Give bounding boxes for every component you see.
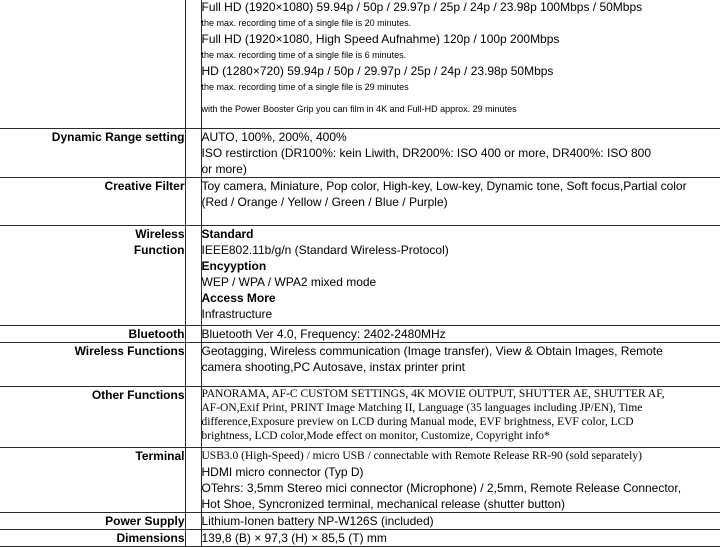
video-line: Full HD (1920×1080) 59.94p / 50p / 29.97p / 25p / 24p / 23.98p 100Mbps / 50Mbps	[202, 0, 720, 15]
spec-row-dimensions	[0, 530, 720, 547]
spec-label: Power Supply	[0, 513, 185, 530]
spec-value: 139,8 (B) × 97,3 (H) × 85,5 (T) mm	[201, 530, 720, 547]
video-note: the max. recording time of a single file is 20 minutes.	[202, 15, 720, 31]
spec-value-video	[201, 0, 720, 129]
spec-value: Toy camera, Miniature, Pop color, High-key, Low-key, Dynamic tone, Soft focus,Partial color (Red / Orange / Yellow / Green / Blue / Purple)	[201, 178, 720, 226]
video-note: with the Power Booster Grip you can film in 4K and Full-HD approx. 29 minutes	[202, 101, 720, 117]
spec-value: AUTO, 100%, 200%, 400% ISO restirction (DR100%: kein Liwith, DR200%: ISO 400 or more, DR400%: ISO 800 or more)	[201, 129, 720, 178]
spec-label: Other Functions	[0, 387, 185, 448]
spec-row-power-supply	[0, 513, 720, 530]
spec-value: USB3.0 (High-Speed) / micro USB / connectable with Remote Release RR-90 (sold separately) HDMI micro connector (Typ D) OTehrs: 3,5mm Stereo mici connector (Microphone) / 2,5mm, Remote Release Connector, Hot Shoe, Syncronized terminal, mechanical release (shutter button)	[201, 448, 720, 513]
spec-row-other-functions	[0, 387, 720, 448]
video-note: the max. recording time of a single file is 29 minutes	[202, 79, 720, 95]
spec-value: Standard IEEE802.11b/g/n (Standard Wireless-Protocol) Encyyption WEP / WPA / WPA2 mixed mode Access More Infrastructure	[201, 226, 720, 326]
spec-label-wireless: Wireless Function	[0, 226, 185, 326]
video-line: Full HD (1920×1080, High Speed Aufnahme) 120p / 100p 200Mbps	[202, 31, 720, 47]
spec-value: Lithium-Ionen battery NP-W126S (included)	[201, 513, 720, 530]
spec-label: Creative Filter	[0, 178, 185, 226]
spec-row-wireless-functions	[0, 343, 720, 387]
spec-row-creative-filter	[0, 178, 720, 226]
spec-row-video	[0, 0, 720, 129]
subheading: Encyyption	[202, 258, 720, 274]
spec-label: Terminal	[0, 448, 185, 513]
spec-label: Dimensions	[0, 530, 185, 547]
spec-row-dynamic-range	[0, 129, 720, 178]
video-note: the max. recording time of a single file is 6 minutes.	[202, 47, 720, 63]
spec-label: Dynamic Range setting	[0, 129, 185, 178]
spec-row-wireless	[0, 226, 720, 326]
subheading: Access More	[202, 290, 720, 306]
spec-label-video	[0, 0, 185, 129]
spec-value: Geotagging, Wireless communication (Image transfer), View & Obtain Images, Remote camera shooting,PC Autosave, instax printer print	[201, 343, 720, 387]
spec-row-terminal	[0, 448, 720, 513]
subheading: Standard	[202, 226, 720, 242]
video-line: HD (1280×720) 59.94p / 50p / 29.97p / 25p / 24p / 23.98p 50Mbps	[202, 63, 720, 79]
spec-label: Wireless Functions	[0, 343, 185, 387]
spec-row-bluetooth	[0, 326, 720, 343]
spec-value: PANORAMA, AF-C CUSTOM SETTINGS, 4K MOVIE OUTPUT, SHUTTER AE, SHUTTER AF, AF-ON,Exif Print, PRINT Image Matching II, Language (35 languages including JP/EN), Time difference,Exposure preview on LCD during Manual mode, EVF brightness, EVF color, LCD brightness, LCD color,Mode effect on monitor, Customize, Copyright info*	[201, 387, 720, 448]
spec-label: Bluetooth	[0, 326, 185, 343]
spec-value: Bluetooth Ver 4.0, Frequency: 2402-2480MHz	[201, 326, 720, 343]
